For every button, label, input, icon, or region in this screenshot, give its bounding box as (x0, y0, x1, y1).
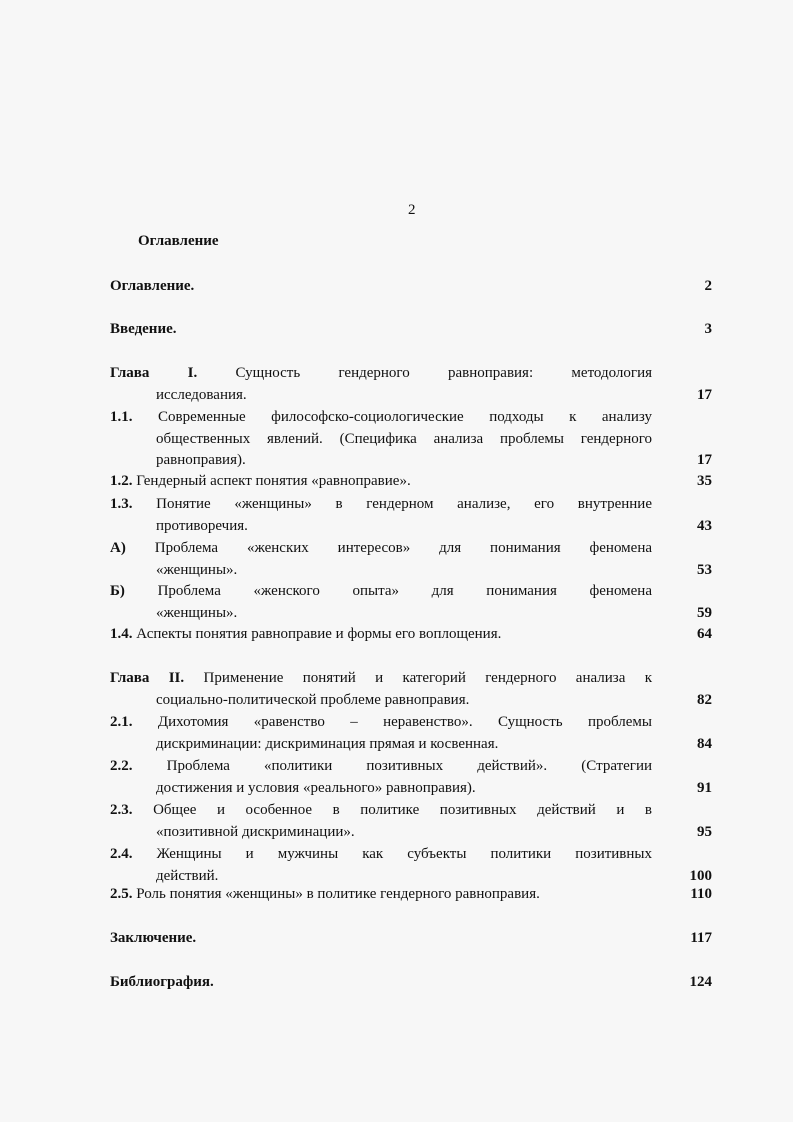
toc-entry-label: Библиография. (110, 974, 214, 990)
toc-entry-title (110, 407, 652, 472)
toc-entry-page-number: 91 (697, 779, 712, 796)
toc-entry-page-number: 64 (697, 626, 712, 642)
toc-entry[interactable] (110, 928, 722, 950)
toc-entry-title (110, 972, 652, 994)
toc-entry-first-line (110, 972, 652, 994)
toc-entry-continuation: дискриминации: дискриминация прямая и косвенная. (156, 735, 499, 752)
toc-entry[interactable] (110, 712, 722, 755)
page-number: 2 (408, 202, 416, 218)
toc-entry-title (110, 668, 652, 711)
toc-entry-continuation: «позитивной дискриминации». (156, 823, 355, 840)
toc-entry-label: А) (110, 540, 126, 556)
toc-entry-label: Заключение. (110, 930, 197, 946)
toc-entry-page-number: 35 (697, 473, 712, 489)
toc-entry[interactable] (110, 363, 722, 406)
toc-entry-first-line (110, 471, 652, 493)
toc-entry-continuation: «женщины». (156, 561, 238, 578)
toc-entry-text: Понятие «женщины» в гендерном анализе, его внутренние (156, 496, 652, 512)
toc-entry-title (110, 756, 652, 799)
toc-entry-title (110, 494, 652, 537)
toc-entry[interactable] (110, 884, 722, 906)
toc-entry-label: 2.1. (110, 714, 133, 730)
toc-entry-label: 1.2. (110, 473, 133, 489)
toc-entry-title (110, 471, 652, 493)
toc-entry-label: 2.2. (110, 758, 133, 774)
toc-entry-label: 2.3. (110, 802, 133, 818)
toc-entry-continuation: исследования. (156, 386, 247, 403)
toc-entry-text: Гендерный аспект понятия «равноправие». (136, 473, 411, 489)
toc-entry-title (110, 884, 652, 906)
toc-entry-continuation: противоречия. (156, 517, 248, 534)
toc-entry-title (110, 319, 652, 341)
toc-entry-continuation: общественных явлений. (Специфика анализа проблемы гендерного равноправия). (156, 430, 652, 468)
toc-entry[interactable] (110, 471, 722, 493)
toc-entry-page-number: 124 (689, 974, 712, 990)
toc-entry-page-number: 3 (704, 321, 712, 337)
toc-entry-text: Роль понятия «женщины» в политике гендерного равноправия. (136, 886, 540, 902)
toc-entry-label: Оглавление. (110, 278, 195, 294)
toc-entry-title (110, 538, 652, 581)
toc-entry-first-line (110, 712, 652, 734)
toc-entry-title (110, 624, 652, 646)
toc-entry-first-line (110, 538, 652, 560)
toc-entry[interactable] (110, 756, 722, 799)
toc-entry-text: Современные философско-социологические подходы к анализу (158, 409, 653, 425)
toc-entry-label: 1.3. (110, 496, 133, 512)
toc-entry-continuation: социально-политической проблеме равноправия. (156, 691, 470, 708)
toc-entry-text: Проблема «женских интересов» для понимания феномена (154, 540, 653, 556)
toc-entry-label: 2.4. (110, 846, 133, 862)
toc-entry[interactable] (110, 407, 722, 472)
toc-entry-page-number: 17 (697, 452, 712, 468)
toc-entry-page-number: 100 (689, 867, 712, 884)
toc-entry-label: Введение. (110, 321, 177, 337)
toc-entry-text: Дихотомия «равенство – неравенство». Сущность проблемы (157, 714, 652, 730)
toc-entry-page-number: 117 (690, 930, 712, 946)
toc-entry-label: 1.1. (110, 409, 133, 425)
toc-entry[interactable] (110, 800, 722, 843)
toc-entry-text: Аспекты понятия равноправие и формы его воплощения. (136, 626, 502, 642)
toc-entry-label: Б) (110, 583, 125, 599)
toc-entry-page-number: 43 (697, 517, 712, 534)
toc-entry-first-line (110, 494, 652, 516)
toc-entry-first-line (110, 407, 652, 429)
toc-entry[interactable] (110, 668, 722, 711)
toc-entry-text: Применение понятий и категорий гендерного анализа к (203, 670, 653, 686)
toc-entry-page-number: 82 (697, 691, 712, 708)
toc-entry-page-number: 2 (704, 278, 712, 294)
toc-entry[interactable] (110, 276, 722, 298)
toc-entry-text: Общее и особенное в политике позитивных действий и в (153, 802, 653, 818)
toc-entry-title (110, 363, 652, 406)
toc-entry-label: Глава II. (110, 670, 185, 686)
toc-entry[interactable] (110, 624, 722, 646)
toc-entry-first-line (110, 581, 652, 603)
toc-entry-first-line (110, 624, 652, 646)
toc-entry-page-number: 53 (697, 561, 712, 578)
toc-entry[interactable] (110, 538, 722, 581)
toc-entry-first-line (110, 276, 652, 298)
toc-entry-continuation: «женщины». (156, 604, 238, 621)
toc-entry-first-line (110, 756, 652, 778)
toc-entry-first-line (110, 844, 652, 866)
toc-entry-text: Женщины и мужчины как субъекты политики позитивных (156, 846, 652, 862)
toc-entry-title (110, 800, 652, 843)
toc-entry-title (110, 581, 652, 624)
toc-entry[interactable] (110, 972, 722, 994)
toc-entry-title (110, 928, 652, 950)
toc-entry[interactable] (110, 844, 722, 887)
toc-entry-title (110, 844, 652, 887)
toc-entry-page-number: 84 (697, 735, 712, 752)
toc-entry-continuation: действий. (156, 867, 219, 884)
toc-entry-page-number: 59 (697, 604, 712, 621)
toc-entry-text: Проблема «женского опыта» для понимания феномена (157, 583, 652, 599)
toc-entry-first-line (110, 800, 652, 822)
toc-entry-page-number: 110 (690, 886, 712, 902)
toc-entry-title (110, 276, 652, 298)
toc-entry-first-line (110, 363, 652, 385)
toc-entry[interactable] (110, 319, 722, 341)
toc-entry-first-line (110, 668, 652, 690)
toc-entry-continuation: достижения и условия «реального» равноправия). (156, 779, 476, 796)
toc-heading: Оглавление (138, 233, 219, 249)
toc-entry-label: Глава I. (110, 365, 198, 381)
toc-entry-page-number: 95 (697, 823, 712, 840)
toc-entry-title (110, 712, 652, 755)
toc-entry-label: 2.5. (110, 886, 133, 902)
toc-entry-first-line (110, 319, 652, 341)
toc-entry-first-line (110, 928, 652, 950)
toc-entry-first-line (110, 884, 652, 906)
toc-entry[interactable] (110, 494, 722, 537)
toc-entry[interactable] (110, 581, 722, 624)
toc-entry-text: Проблема «политики позитивных действий». (Стратегии (166, 758, 653, 774)
toc-entry-text: Сущность гендерного равноправия: методология (235, 365, 652, 381)
toc-entry-page-number: 17 (697, 386, 712, 403)
toc-entry-label: 1.4. (110, 626, 133, 642)
